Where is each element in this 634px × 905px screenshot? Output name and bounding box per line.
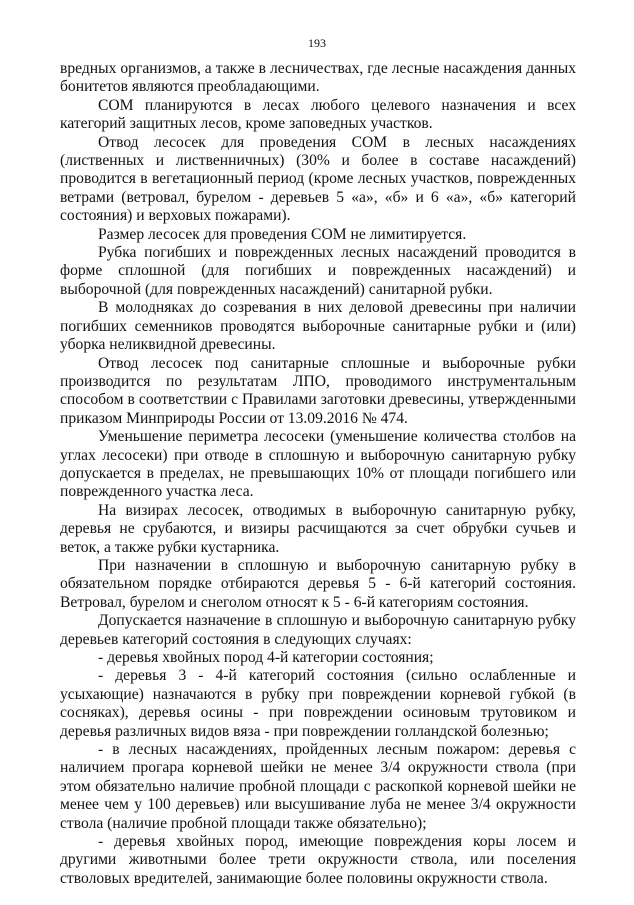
paragraph: В молодняках до созревания в них деловой древесины при наличии погибших семенников проводятся выборочные санитарные рубки и (или) уборка неликвидной древесины. [60, 299, 576, 354]
paragraph: Допускается назначение в сплошную и выборочную санитарную рубку деревьев категорий состояния в следующих случаях: [60, 612, 576, 648]
paragraph: При назначении в сплошную и выборочную санитарную рубку в обязательном порядке отбираются деревья 5 - 6-й категорий состояния. Ветровал, бурелом и снеголом относят к 5 - 6-й категориям состояния. [60, 556, 576, 611]
page-number: 193 [308, 36, 326, 50]
paragraph-continuation: вредных организмов, а также в лесничествах, где лесные насаждения данных бонитетов являются преобладающими. [60, 60, 576, 96]
list-item: - в лесных насаждениях, пройденных лесным пожаром: деревья с наличием прогара корневой шейки не менее 3/4 окружности ствола (при этом обязательно наличие пробной площади с раскопкой корневой шейки не менее чем у 100 деревьев) или высушивание луба не менее 3/4 окружности ствола (наличие пробной площади также обязательно); [60, 741, 576, 832]
paragraph: На визирах лесосек, отводимых в выборочную санитарную рубку, деревья не срубаются, и визиры расчищаются за счет обрубки сучьев и веток, а также рубки кустарника. [60, 501, 576, 556]
paragraph: Размер лесосек для проведения СОМ не лимитируется. [98, 225, 467, 243]
list-item: - деревья 3 - 4-й категорий состояния (сильно ослабленные и усыхающие) назначаются в рубку при повреждении корневой губкой (в сосняках), деревья осины - при повреждении осиновым трутовиком и деревья различных видов вяза - при повреждении голландской болезнью; [60, 667, 576, 740]
list-item: - деревья хвойных пород, имеющие повреждения коры лосем и другими животными более трети окружности ствола, или поселения стволовых вредителей, занимающие более половины окружности ствола. [60, 833, 576, 887]
document-body [60, 60, 576, 888]
paragraph: СОМ планируются в лесах любого целевого назначения и всех категорий защитных лесов, кроме заповедных участков. [60, 96, 576, 133]
list-item: - деревья хвойных пород 4-й категории состояния; [98, 649, 434, 666]
paragraph: Отвод лесосек для проведения СОМ в лесных насаждениях (лиственных и лиственничных) (30% и более в составе насаждений) проводится в вегетационный период (кроме лесных участков, поврежденных ветрами (ветровал, бурелом - деревьев 5 «а», «б» и 6 «а», «б» категорий состояния) и верховых пожарами). [60, 133, 576, 225]
paragraph: Уменьшение периметра лесосеки (уменьшение количества столбов на углах лесосеки) при отводе в сплошную и выборочную санитарную рубку допускается в пределах, не превышающих 10% от площади погибшего или поврежденного участка леса. [60, 428, 576, 501]
paragraph: Рубка погибших и поврежденных лесных насаждений проводится в форме сплошной (для погибших и поврежденных насаждений) и выборочной (для поврежденных насаждений) санитарной рубки. [60, 244, 576, 298]
paragraph: Отвод лесосек под санитарные сплошные и выборочные рубки производится по результатам ЛПО, проводимого инструментальным способом в соответствии с Правилами заготовки древесины, утвержденными приказом Минприроды России от 13.09.2016 № 474. [60, 354, 576, 427]
